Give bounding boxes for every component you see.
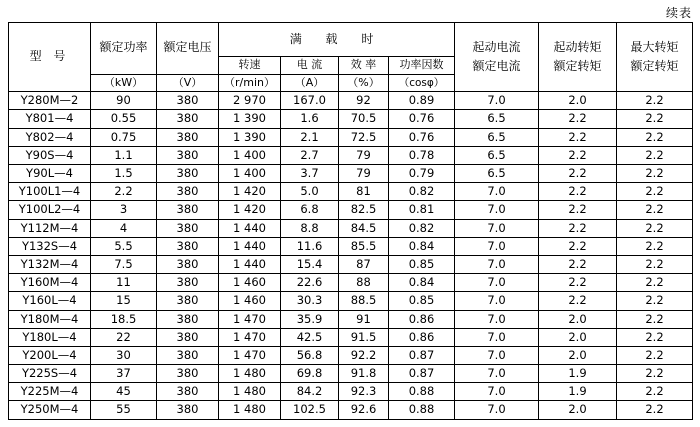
column-header-speed-label: 转速 bbox=[238, 58, 261, 71]
table-row bbox=[9, 183, 693, 201]
cell-efficiency: 92 bbox=[339, 92, 389, 110]
cell-start-torque-ratio: 2.0 bbox=[539, 328, 617, 346]
cell-speed: 1 420 bbox=[219, 201, 281, 219]
cell-start-current-ratio: 7.0 bbox=[455, 328, 539, 346]
column-header-type bbox=[9, 23, 91, 92]
continued-label: 续表 bbox=[665, 6, 692, 20]
cell-max-torque-ratio: 2.2 bbox=[617, 183, 693, 201]
unit-header-rated-power bbox=[91, 74, 157, 92]
cell-max-torque-ratio: 2.2 bbox=[617, 128, 693, 146]
column-header-rated-power-label: 额定功率 bbox=[99, 40, 148, 55]
cell-power-factor: 0.82 bbox=[389, 219, 455, 237]
cell-rated-power: 22 bbox=[91, 328, 157, 346]
cell-power-factor: 0.76 bbox=[389, 128, 455, 146]
cell-start-current-ratio: 7.0 bbox=[455, 92, 539, 110]
cell-type: Y112M—4 bbox=[9, 219, 91, 237]
cell-speed: 1 480 bbox=[219, 383, 281, 401]
cell-rated-voltage: 380 bbox=[157, 401, 219, 419]
cell-max-torque-ratio: 2.2 bbox=[617, 328, 693, 346]
cell-efficiency: 72.5 bbox=[339, 128, 389, 146]
column-header-speed bbox=[219, 57, 281, 75]
cell-power-factor: 0.81 bbox=[389, 201, 455, 219]
cell-rated-voltage: 380 bbox=[157, 128, 219, 146]
cell-rated-voltage: 380 bbox=[157, 310, 219, 328]
cell-start-torque-ratio: 2.2 bbox=[539, 128, 617, 146]
cell-rated-voltage: 380 bbox=[157, 328, 219, 346]
cell-current: 35.9 bbox=[281, 310, 339, 328]
cell-type: Y180M—4 bbox=[9, 310, 91, 328]
table-body bbox=[9, 92, 693, 419]
cell-type: Y250M—4 bbox=[9, 401, 91, 419]
cell-rated-voltage: 380 bbox=[157, 292, 219, 310]
cell-power-factor: 0.87 bbox=[389, 365, 455, 383]
unit-header-rated-power-label: （kW） bbox=[103, 75, 144, 89]
cell-rated-voltage: 380 bbox=[157, 110, 219, 128]
cell-power-factor: 0.84 bbox=[389, 237, 455, 255]
cell-start-current-ratio: 6.5 bbox=[455, 146, 539, 164]
cell-current: 167.0 bbox=[281, 92, 339, 110]
cell-speed: 2 970 bbox=[219, 92, 281, 110]
table-row bbox=[9, 365, 693, 383]
unit-header-efficiency bbox=[339, 74, 389, 92]
table-row bbox=[9, 219, 693, 237]
cell-rated-power: 2.2 bbox=[91, 183, 157, 201]
table-row bbox=[9, 146, 693, 164]
cell-rated-power: 15 bbox=[91, 292, 157, 310]
cell-type: Y132S—4 bbox=[9, 237, 91, 255]
column-header-type-label: 型 号 bbox=[29, 49, 70, 64]
unit-header-power-factor-label: （cosφ） bbox=[398, 76, 445, 89]
cell-power-factor: 0.85 bbox=[389, 292, 455, 310]
cell-efficiency: 79 bbox=[339, 146, 389, 164]
cell-rated-power: 11 bbox=[91, 274, 157, 292]
cell-rated-power: 0.55 bbox=[91, 110, 157, 128]
cell-power-factor: 0.82 bbox=[389, 183, 455, 201]
column-header-power-factor bbox=[389, 57, 455, 75]
cell-power-factor: 0.78 bbox=[389, 146, 455, 164]
cell-speed: 1 400 bbox=[219, 146, 281, 164]
cell-start-current-ratio: 7.0 bbox=[455, 310, 539, 328]
cell-rated-power: 30 bbox=[91, 346, 157, 364]
cell-power-factor: 0.76 bbox=[389, 110, 455, 128]
cell-rated-voltage: 380 bbox=[157, 146, 219, 164]
column-header-start-torque-top: 起动转矩 bbox=[553, 40, 602, 55]
cell-type: Y802—4 bbox=[9, 128, 91, 146]
cell-current: 56.8 bbox=[281, 346, 339, 364]
table-row bbox=[9, 346, 693, 364]
cell-efficiency: 70.5 bbox=[339, 110, 389, 128]
cell-efficiency: 92.6 bbox=[339, 401, 389, 419]
cell-current: 42.5 bbox=[281, 328, 339, 346]
column-header-max-torque-bottom: 额定转矩 bbox=[630, 59, 679, 74]
table-row bbox=[9, 310, 693, 328]
cell-type: Y280M—2 bbox=[9, 92, 91, 110]
cell-rated-power: 0.75 bbox=[91, 128, 157, 146]
cell-rated-power: 55 bbox=[91, 401, 157, 419]
cell-start-torque-ratio: 2.2 bbox=[539, 110, 617, 128]
table-row bbox=[9, 110, 693, 128]
cell-type: Y160L—4 bbox=[9, 292, 91, 310]
column-header-start-current-top: 起动电流 bbox=[472, 40, 521, 55]
cell-max-torque-ratio: 2.2 bbox=[617, 201, 693, 219]
unit-header-efficiency-label: （%） bbox=[347, 75, 380, 89]
cell-rated-voltage: 380 bbox=[157, 165, 219, 183]
cell-power-factor: 0.87 bbox=[389, 346, 455, 364]
cell-start-current-ratio: 6.5 bbox=[455, 165, 539, 183]
cell-rated-voltage: 380 bbox=[157, 183, 219, 201]
cell-max-torque-ratio: 2.2 bbox=[617, 110, 693, 128]
cell-start-current-ratio: 7.0 bbox=[455, 219, 539, 237]
cell-max-torque-ratio: 2.2 bbox=[617, 219, 693, 237]
cell-max-torque-ratio: 2.2 bbox=[617, 292, 693, 310]
cell-type: Y160M—4 bbox=[9, 274, 91, 292]
unit-header-power-factor bbox=[389, 74, 455, 92]
cell-max-torque-ratio: 2.2 bbox=[617, 310, 693, 328]
cell-current: 2.7 bbox=[281, 146, 339, 164]
cell-rated-power: 18.5 bbox=[91, 310, 157, 328]
cell-speed: 1 460 bbox=[219, 292, 281, 310]
cell-rated-power: 4 bbox=[91, 219, 157, 237]
cell-start-torque-ratio: 2.2 bbox=[539, 165, 617, 183]
cell-current: 8.8 bbox=[281, 219, 339, 237]
cell-rated-power: 45 bbox=[91, 383, 157, 401]
cell-max-torque-ratio: 2.2 bbox=[617, 237, 693, 255]
cell-start-current-ratio: 7.0 bbox=[455, 255, 539, 273]
cell-power-factor: 0.88 bbox=[389, 401, 455, 419]
column-header-max-torque-top: 最大转矩 bbox=[630, 40, 679, 55]
column-header-efficiency bbox=[339, 57, 389, 75]
cell-speed: 1 440 bbox=[219, 255, 281, 273]
unit-header-current-label: （A） bbox=[294, 75, 325, 89]
cell-start-torque-ratio: 2.0 bbox=[539, 346, 617, 364]
cell-current: 1.6 bbox=[281, 110, 339, 128]
table-row bbox=[9, 165, 693, 183]
cell-rated-voltage: 380 bbox=[157, 92, 219, 110]
cell-current: 5.0 bbox=[281, 183, 339, 201]
cell-speed: 1 420 bbox=[219, 183, 281, 201]
cell-current: 6.8 bbox=[281, 201, 339, 219]
cell-rated-voltage: 380 bbox=[157, 383, 219, 401]
cell-speed: 1 440 bbox=[219, 237, 281, 255]
cell-power-factor: 0.85 bbox=[389, 255, 455, 273]
cell-current: 84.2 bbox=[281, 383, 339, 401]
cell-start-torque-ratio: 1.9 bbox=[539, 365, 617, 383]
table-row bbox=[9, 128, 693, 146]
table-row bbox=[9, 328, 693, 346]
cell-current: 3.7 bbox=[281, 165, 339, 183]
cell-rated-power: 3 bbox=[91, 201, 157, 219]
cell-current: 102.5 bbox=[281, 401, 339, 419]
cell-start-torque-ratio: 2.2 bbox=[539, 219, 617, 237]
cell-type: Y225S—4 bbox=[9, 365, 91, 383]
cell-current: 11.6 bbox=[281, 237, 339, 255]
cell-start-current-ratio: 7.0 bbox=[455, 292, 539, 310]
cell-type: Y200L—4 bbox=[9, 346, 91, 364]
cell-power-factor: 0.89 bbox=[389, 92, 455, 110]
cell-start-current-ratio: 6.5 bbox=[455, 128, 539, 146]
cell-efficiency: 88.5 bbox=[339, 292, 389, 310]
cell-current: 69.8 bbox=[281, 365, 339, 383]
cell-efficiency: 82.5 bbox=[339, 201, 389, 219]
cell-speed: 1 460 bbox=[219, 274, 281, 292]
cell-rated-voltage: 380 bbox=[157, 346, 219, 364]
column-header-rated-voltage bbox=[157, 23, 219, 75]
cell-max-torque-ratio: 2.2 bbox=[617, 365, 693, 383]
cell-power-factor: 0.86 bbox=[389, 310, 455, 328]
cell-efficiency: 92.3 bbox=[339, 383, 389, 401]
column-header-power-factor-label: 功率因数 bbox=[399, 58, 444, 71]
cell-efficiency: 91 bbox=[339, 310, 389, 328]
cell-speed: 1 400 bbox=[219, 165, 281, 183]
cell-start-torque-ratio: 2.2 bbox=[539, 274, 617, 292]
cell-start-current-ratio: 7.0 bbox=[455, 237, 539, 255]
cell-max-torque-ratio: 2.2 bbox=[617, 346, 693, 364]
unit-header-rated-voltage-label: （V） bbox=[172, 75, 203, 89]
cell-rated-power: 7.5 bbox=[91, 255, 157, 273]
cell-rated-power: 1.1 bbox=[91, 146, 157, 164]
cell-efficiency: 88 bbox=[339, 274, 389, 292]
cell-type: Y180L—4 bbox=[9, 328, 91, 346]
cell-current: 2.1 bbox=[281, 128, 339, 146]
cell-start-torque-ratio: 2.0 bbox=[539, 92, 617, 110]
cell-efficiency: 91.8 bbox=[339, 365, 389, 383]
cell-start-current-ratio: 7.0 bbox=[455, 274, 539, 292]
table-row bbox=[9, 255, 693, 273]
cell-start-current-ratio: 7.0 bbox=[455, 201, 539, 219]
table-row bbox=[9, 201, 693, 219]
column-header-rated-power bbox=[91, 23, 157, 75]
column-header-start-current-bottom: 额定电流 bbox=[472, 59, 521, 74]
cell-max-torque-ratio: 2.2 bbox=[617, 165, 693, 183]
column-header-efficiency-label: 效 率 bbox=[350, 58, 377, 71]
table-row bbox=[9, 92, 693, 110]
cell-max-torque-ratio: 2.2 bbox=[617, 274, 693, 292]
header-row-1 bbox=[9, 23, 693, 57]
cell-start-torque-ratio: 2.2 bbox=[539, 146, 617, 164]
cell-type: Y90S—4 bbox=[9, 146, 91, 164]
column-header-current-label: 电 流 bbox=[296, 58, 323, 71]
cell-efficiency: 91.5 bbox=[339, 328, 389, 346]
unit-header-speed-label: （r/min） bbox=[224, 75, 275, 89]
cell-rated-power: 37 bbox=[91, 365, 157, 383]
cell-start-current-ratio: 7.0 bbox=[455, 183, 539, 201]
column-header-start-torque-bottom: 额定转矩 bbox=[553, 59, 602, 74]
cell-speed: 1 480 bbox=[219, 401, 281, 419]
cell-type: Y225M—4 bbox=[9, 383, 91, 401]
cell-max-torque-ratio: 2.2 bbox=[617, 92, 693, 110]
cell-rated-power: 1.5 bbox=[91, 165, 157, 183]
cell-speed: 1 390 bbox=[219, 128, 281, 146]
cell-start-torque-ratio: 2.0 bbox=[539, 401, 617, 419]
cell-efficiency: 79 bbox=[339, 165, 389, 183]
cell-current: 30.3 bbox=[281, 292, 339, 310]
cell-start-torque-ratio: 2.2 bbox=[539, 201, 617, 219]
column-header-full-load-group bbox=[219, 23, 455, 57]
cell-speed: 1 390 bbox=[219, 110, 281, 128]
cell-efficiency: 84.5 bbox=[339, 219, 389, 237]
column-header-start-current-ratio bbox=[455, 23, 539, 92]
cell-type: Y132M—4 bbox=[9, 255, 91, 273]
cell-rated-voltage: 380 bbox=[157, 274, 219, 292]
cell-rated-voltage: 380 bbox=[157, 237, 219, 255]
cell-start-current-ratio: 7.0 bbox=[455, 346, 539, 364]
cell-speed: 1 480 bbox=[219, 365, 281, 383]
column-header-max-torque-ratio bbox=[617, 23, 693, 92]
cell-max-torque-ratio: 2.2 bbox=[617, 401, 693, 419]
cell-start-torque-ratio: 2.2 bbox=[539, 292, 617, 310]
cell-start-torque-ratio: 2.2 bbox=[539, 255, 617, 273]
cell-start-current-ratio: 7.0 bbox=[455, 365, 539, 383]
table-row bbox=[9, 292, 693, 310]
column-header-full-load-label: 满 载 时 bbox=[289, 31, 384, 46]
cell-efficiency: 92.2 bbox=[339, 346, 389, 364]
cell-speed: 1 470 bbox=[219, 328, 281, 346]
cell-power-factor: 0.86 bbox=[389, 328, 455, 346]
cell-start-torque-ratio: 2.2 bbox=[539, 183, 617, 201]
cell-rated-power: 90 bbox=[91, 92, 157, 110]
cell-start-torque-ratio: 2.0 bbox=[539, 310, 617, 328]
cell-rated-voltage: 380 bbox=[157, 255, 219, 273]
cell-type: Y90L—4 bbox=[9, 165, 91, 183]
cell-efficiency: 87 bbox=[339, 255, 389, 273]
unit-header-current bbox=[281, 74, 339, 92]
unit-header-speed bbox=[219, 74, 281, 92]
cell-start-current-ratio: 6.5 bbox=[455, 110, 539, 128]
table-row bbox=[9, 237, 693, 255]
cell-rated-power: 5.5 bbox=[91, 237, 157, 255]
cell-power-factor: 0.88 bbox=[389, 383, 455, 401]
cell-rated-voltage: 380 bbox=[157, 219, 219, 237]
cell-rated-voltage: 380 bbox=[157, 201, 219, 219]
unit-header-rated-voltage bbox=[157, 74, 219, 92]
cell-max-torque-ratio: 2.2 bbox=[617, 146, 693, 164]
cell-power-factor: 0.84 bbox=[389, 274, 455, 292]
cell-start-current-ratio: 7.0 bbox=[455, 401, 539, 419]
cell-current: 22.6 bbox=[281, 274, 339, 292]
motor-specification-table bbox=[8, 22, 693, 420]
cell-efficiency: 85.5 bbox=[339, 237, 389, 255]
cell-speed: 1 440 bbox=[219, 219, 281, 237]
column-header-start-torque-ratio bbox=[539, 23, 617, 92]
cell-speed: 1 470 bbox=[219, 310, 281, 328]
cell-max-torque-ratio: 2.2 bbox=[617, 383, 693, 401]
table-row bbox=[9, 401, 693, 419]
cell-max-torque-ratio: 2.2 bbox=[617, 255, 693, 273]
cell-type: Y100L1—4 bbox=[9, 183, 91, 201]
cell-start-current-ratio: 7.0 bbox=[455, 383, 539, 401]
cell-rated-voltage: 380 bbox=[157, 365, 219, 383]
cell-efficiency: 81 bbox=[339, 183, 389, 201]
column-header-current bbox=[281, 57, 339, 75]
cell-start-torque-ratio: 2.2 bbox=[539, 237, 617, 255]
column-header-rated-voltage-label: 额定电压 bbox=[163, 40, 212, 55]
table-row bbox=[9, 274, 693, 292]
cell-start-torque-ratio: 1.9 bbox=[539, 383, 617, 401]
table-header bbox=[9, 23, 693, 92]
cell-speed: 1 470 bbox=[219, 346, 281, 364]
cell-type: Y801—4 bbox=[9, 110, 91, 128]
cell-power-factor: 0.79 bbox=[389, 165, 455, 183]
cell-type: Y100L2—4 bbox=[9, 201, 91, 219]
cell-current: 15.4 bbox=[281, 255, 339, 273]
table-row bbox=[9, 383, 693, 401]
